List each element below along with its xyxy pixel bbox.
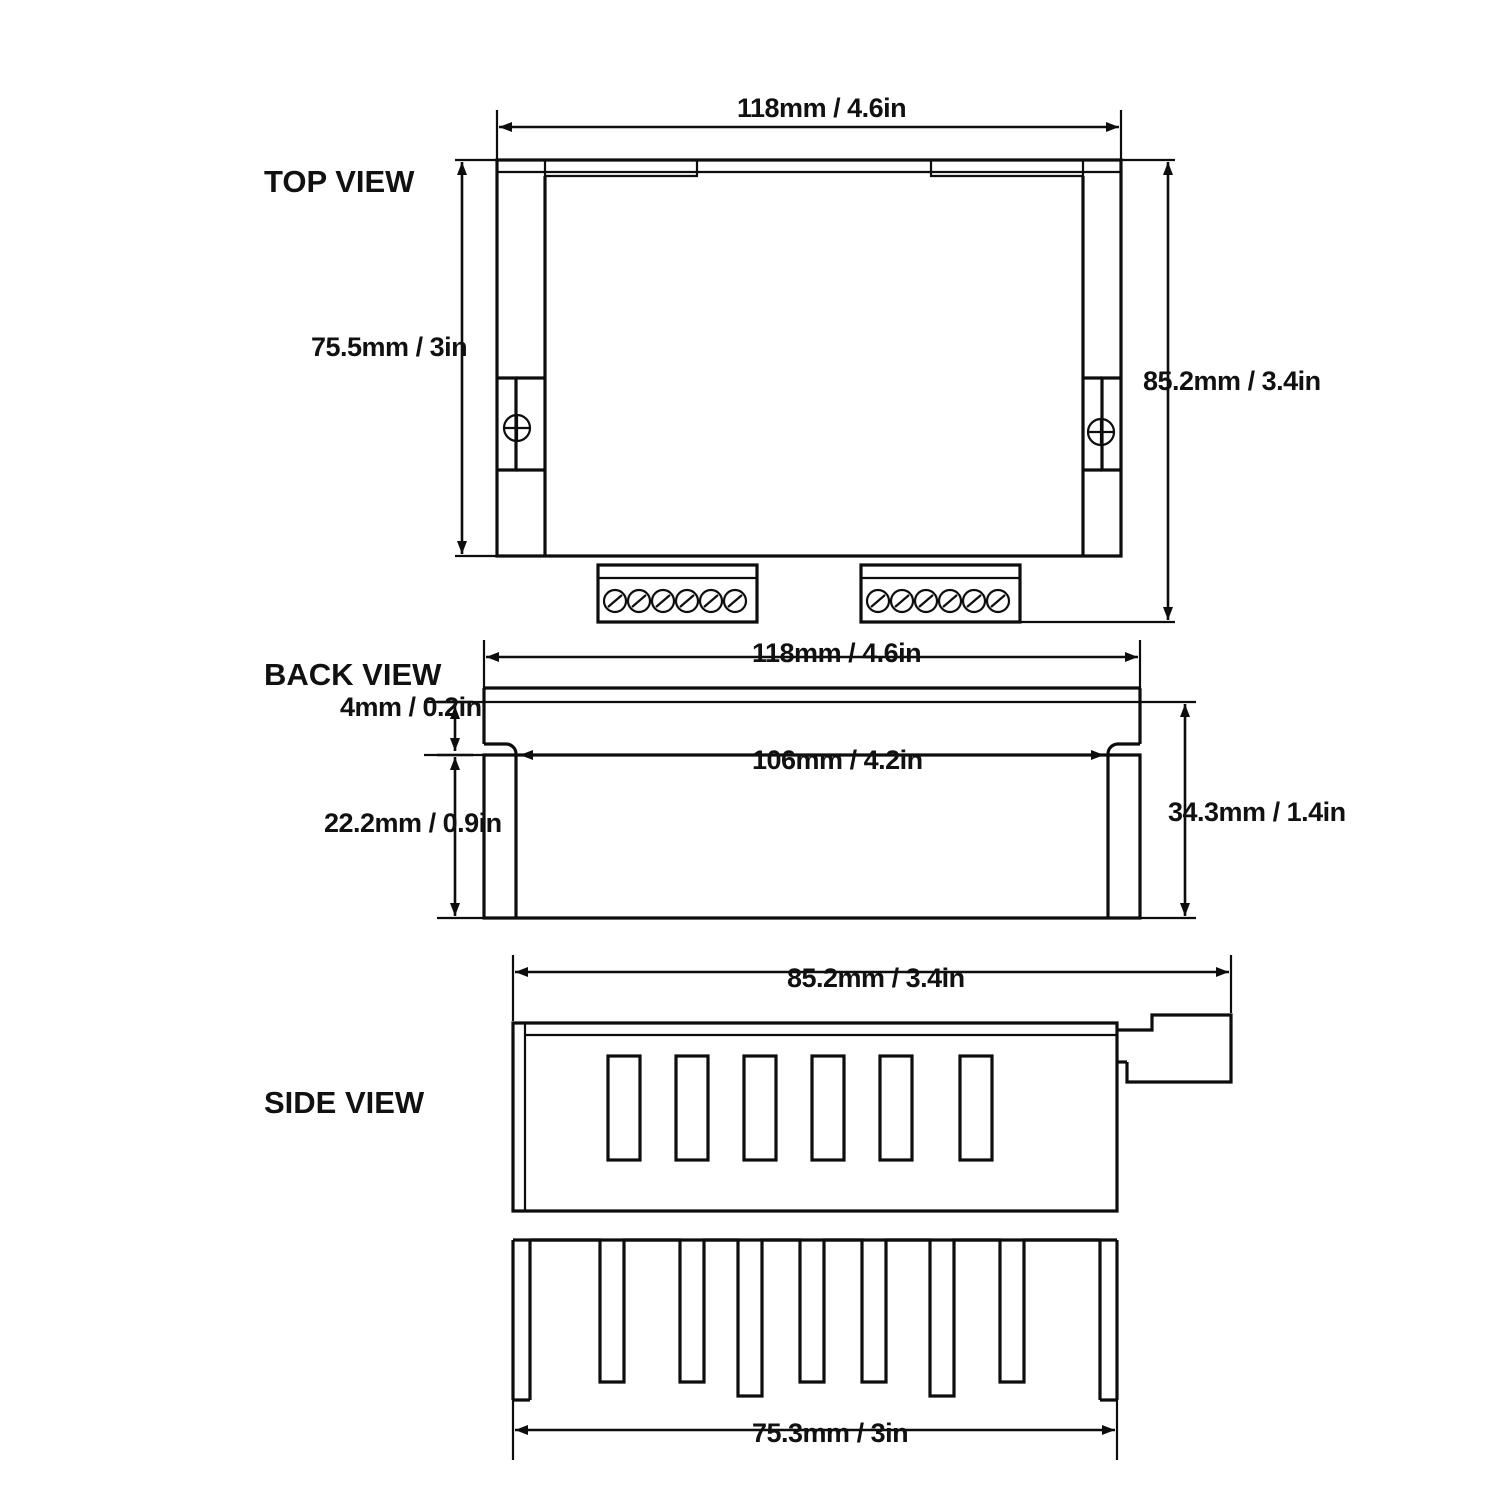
dim-side-width: 85.2mm / 3.4in <box>787 963 965 993</box>
dim-side-fin-width: 75.3mm / 3in <box>752 1418 909 1448</box>
dim-back-total-height: 34.3mm / 1.4in <box>1168 797 1346 827</box>
view-label-side: SIDE VIEW <box>264 1085 425 1120</box>
top-view-dimensions <box>455 110 1175 622</box>
dim-top-width: 118mm / 4.6in <box>737 93 907 123</box>
view-label-back: BACK VIEW <box>264 657 442 692</box>
back-view-dimensions <box>424 640 1196 918</box>
dim-back-body-height: 22.2mm / 0.9in <box>324 808 502 838</box>
view-label-top: TOP VIEW <box>264 164 415 199</box>
dim-top-height-left: 75.5mm / 3in <box>311 332 468 362</box>
dim-top-height-right: 85.2mm / 3.4in <box>1143 366 1321 396</box>
dim-back-width: 118mm / 4.6in <box>752 638 922 668</box>
dim-back-flange-thickness: 4mm / 0.2in <box>340 692 482 722</box>
back-view-geometry <box>484 688 1140 918</box>
dim-back-mount-width: 106mm / 4.2in <box>752 745 923 775</box>
side-view-geometry <box>513 1015 1231 1400</box>
top-view-geometry <box>497 160 1121 622</box>
